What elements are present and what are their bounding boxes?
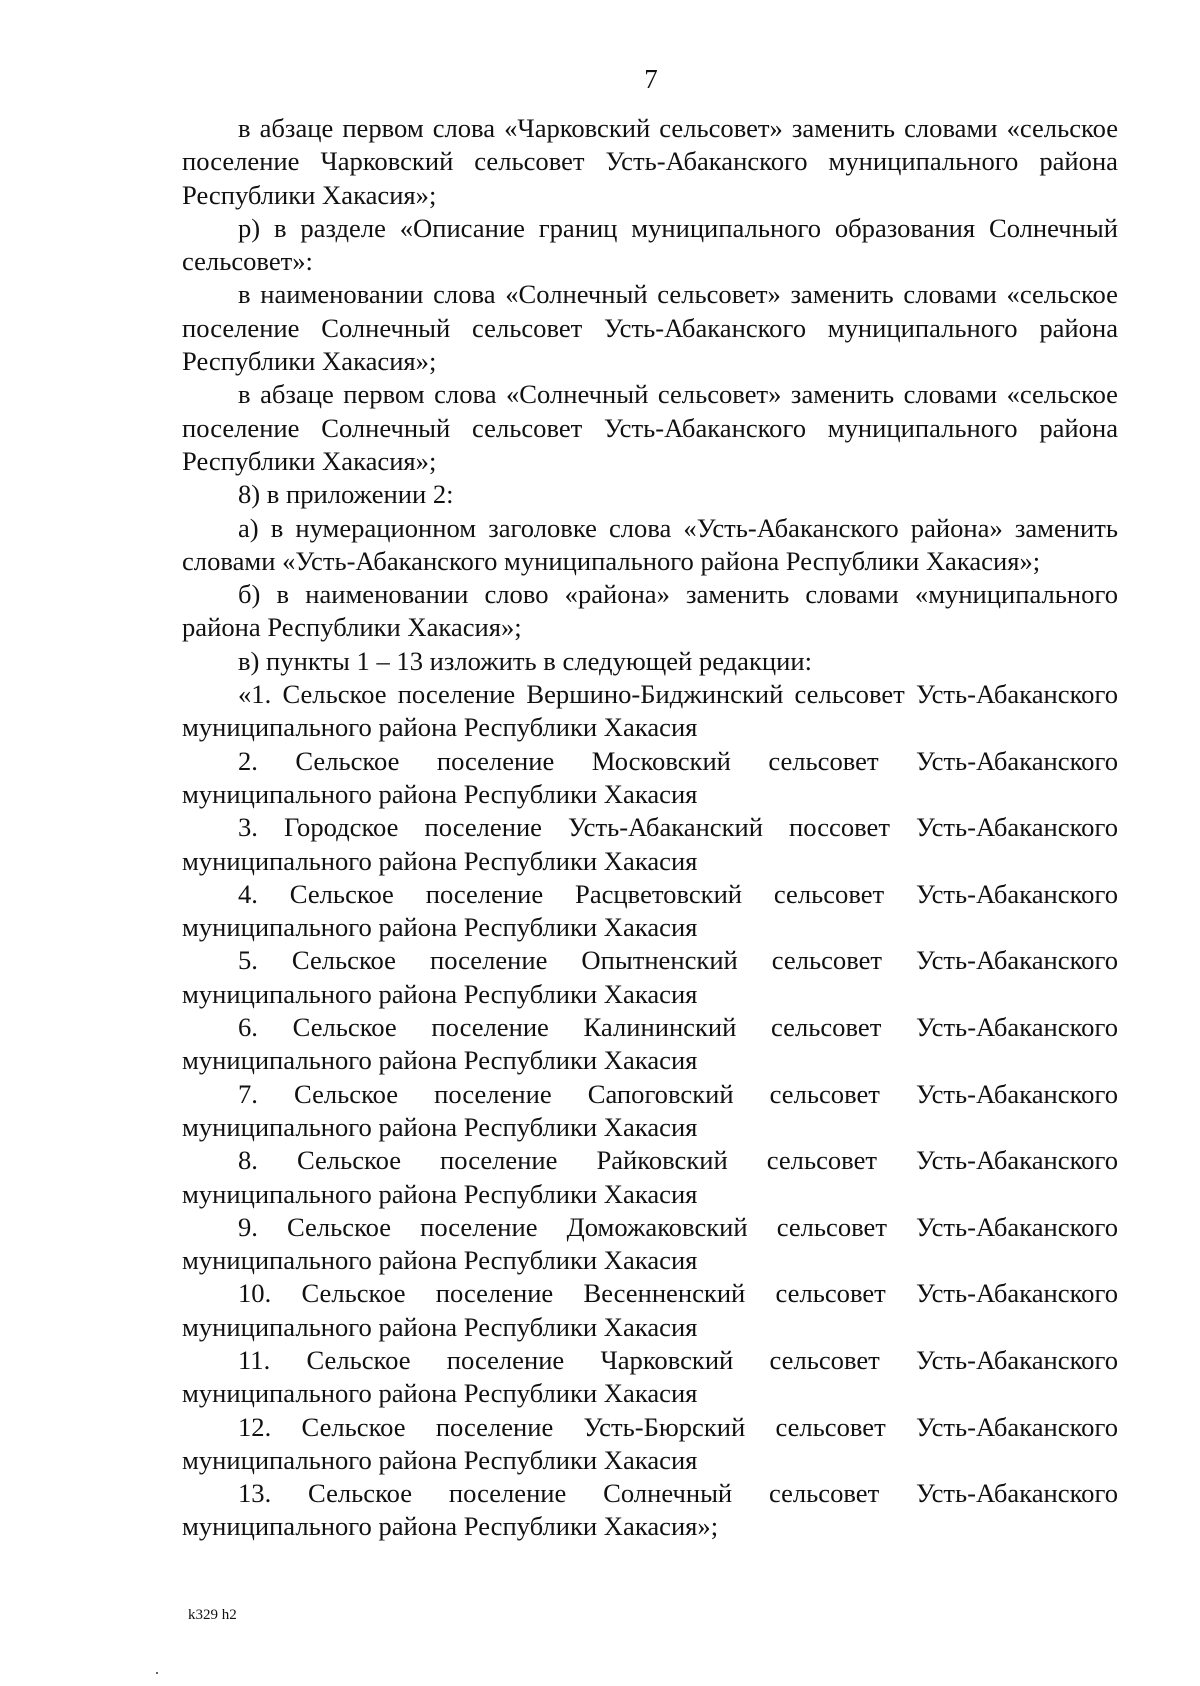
paragraph-4: в абзаце первом слова «Солнечный сельсовет» заменить словами «сельское поселение Солнечный сельсовет Усть-Абаканского муниципального района Республики Хакасия»; (182, 379, 1118, 476)
page-number: 7 (644, 64, 658, 94)
list-item-11: 11. Сельское поселение Чарковский сельсовет Усть-Абаканского муниципального района Республики Хакасия (182, 1344, 1118, 1409)
paragraph-2: р) в разделе «Описание границ муниципального образования Солнечный сельсовет»: (182, 212, 1118, 277)
list-item-13: 13. Сельское поселение Солнечный сельсовет Усть-Абаканского муниципального района Республики Хакасия»; (182, 1478, 1118, 1542)
scan-speck (156, 1672, 158, 1674)
list-item-5: 5. Сельское поселение Опытненский сельсовет Усть-Абаканского муниципального района Республики Хакасия (182, 945, 1118, 1009)
list-item-2: 2. Сельское поселение Московский сельсовет Усть-Абаканского муниципального района Республики Хакасия (182, 745, 1118, 809)
document-body (182, 112, 1118, 1544)
list-item-6: 6. Сельское поселение Калининский сельсовет Усть-Абаканского муниципального района Республики Хакасия (182, 1012, 1118, 1076)
paragraph-1: в абзаце первом слова «Чарковский сельсовет» заменить словами «сельское поселение Чарковский сельсовет Усть-Абаканского муниципального района Республики Хакасия»; (182, 113, 1118, 210)
list-item-1: «1. Сельское поселение Вершино-Биджинский сельсовет Усть-Абаканского муниципального района Республики Хакасия (182, 679, 1118, 743)
list-item-4: 4. Сельское поселение Расцветовский сельсовет Усть-Абаканского муниципального района Республики Хакасия (182, 878, 1118, 943)
paragraph-3: в наименовании слова «Солнечный сельсовет» заменить словами «сельское поселение Солнечный сельсовет Усть-Абаканского муниципального района Республики Хакасия»; (182, 279, 1118, 377)
document-code: k329 h2 (188, 1607, 237, 1623)
paragraph-5: 8) в приложении 2: (238, 479, 454, 510)
list-item-12: 12. Сельское поселение Усть-Бюрский сельсовет Усть-Абаканского муниципального района Республики Хакасия (182, 1411, 1118, 1475)
list-item-8: 8. Сельское поселение Райковский сельсовет Усть-Абаканского муниципального района Республики Хакасия (182, 1145, 1118, 1209)
list-item-9: 9. Сельское поселение Доможаковский сельсовет Усть-Абаканского муниципального района Республики Хакасия (182, 1211, 1118, 1276)
list-item-3: 3. Городское поселение Усть-Абаканский поссовет Усть-Абаканского муниципального района Республики Хакасия (182, 812, 1118, 876)
paragraph-6: а) в нумерационном заголовке слова «Усть-Абаканского района» заменить словами «Усть-Абаканского муниципального района Республики Хакасия»; (182, 512, 1118, 576)
paragraph-7: б) в наименовании слово «района» заменить словами «муниципального района Республики Хакасия»; (182, 579, 1118, 643)
paragraph-8: в) пункты 1 – 13 изложить в следующей редакции: (238, 645, 812, 676)
list-item-10: 10. Сельское поселение Весенненский сельсовет Усть-Абаканского муниципального района Республики Хакасия (182, 1278, 1118, 1342)
list-item-7: 7. Сельское поселение Сапоговский сельсовет Усть-Абаканского муниципального района Республики Хакасия (182, 1078, 1118, 1142)
